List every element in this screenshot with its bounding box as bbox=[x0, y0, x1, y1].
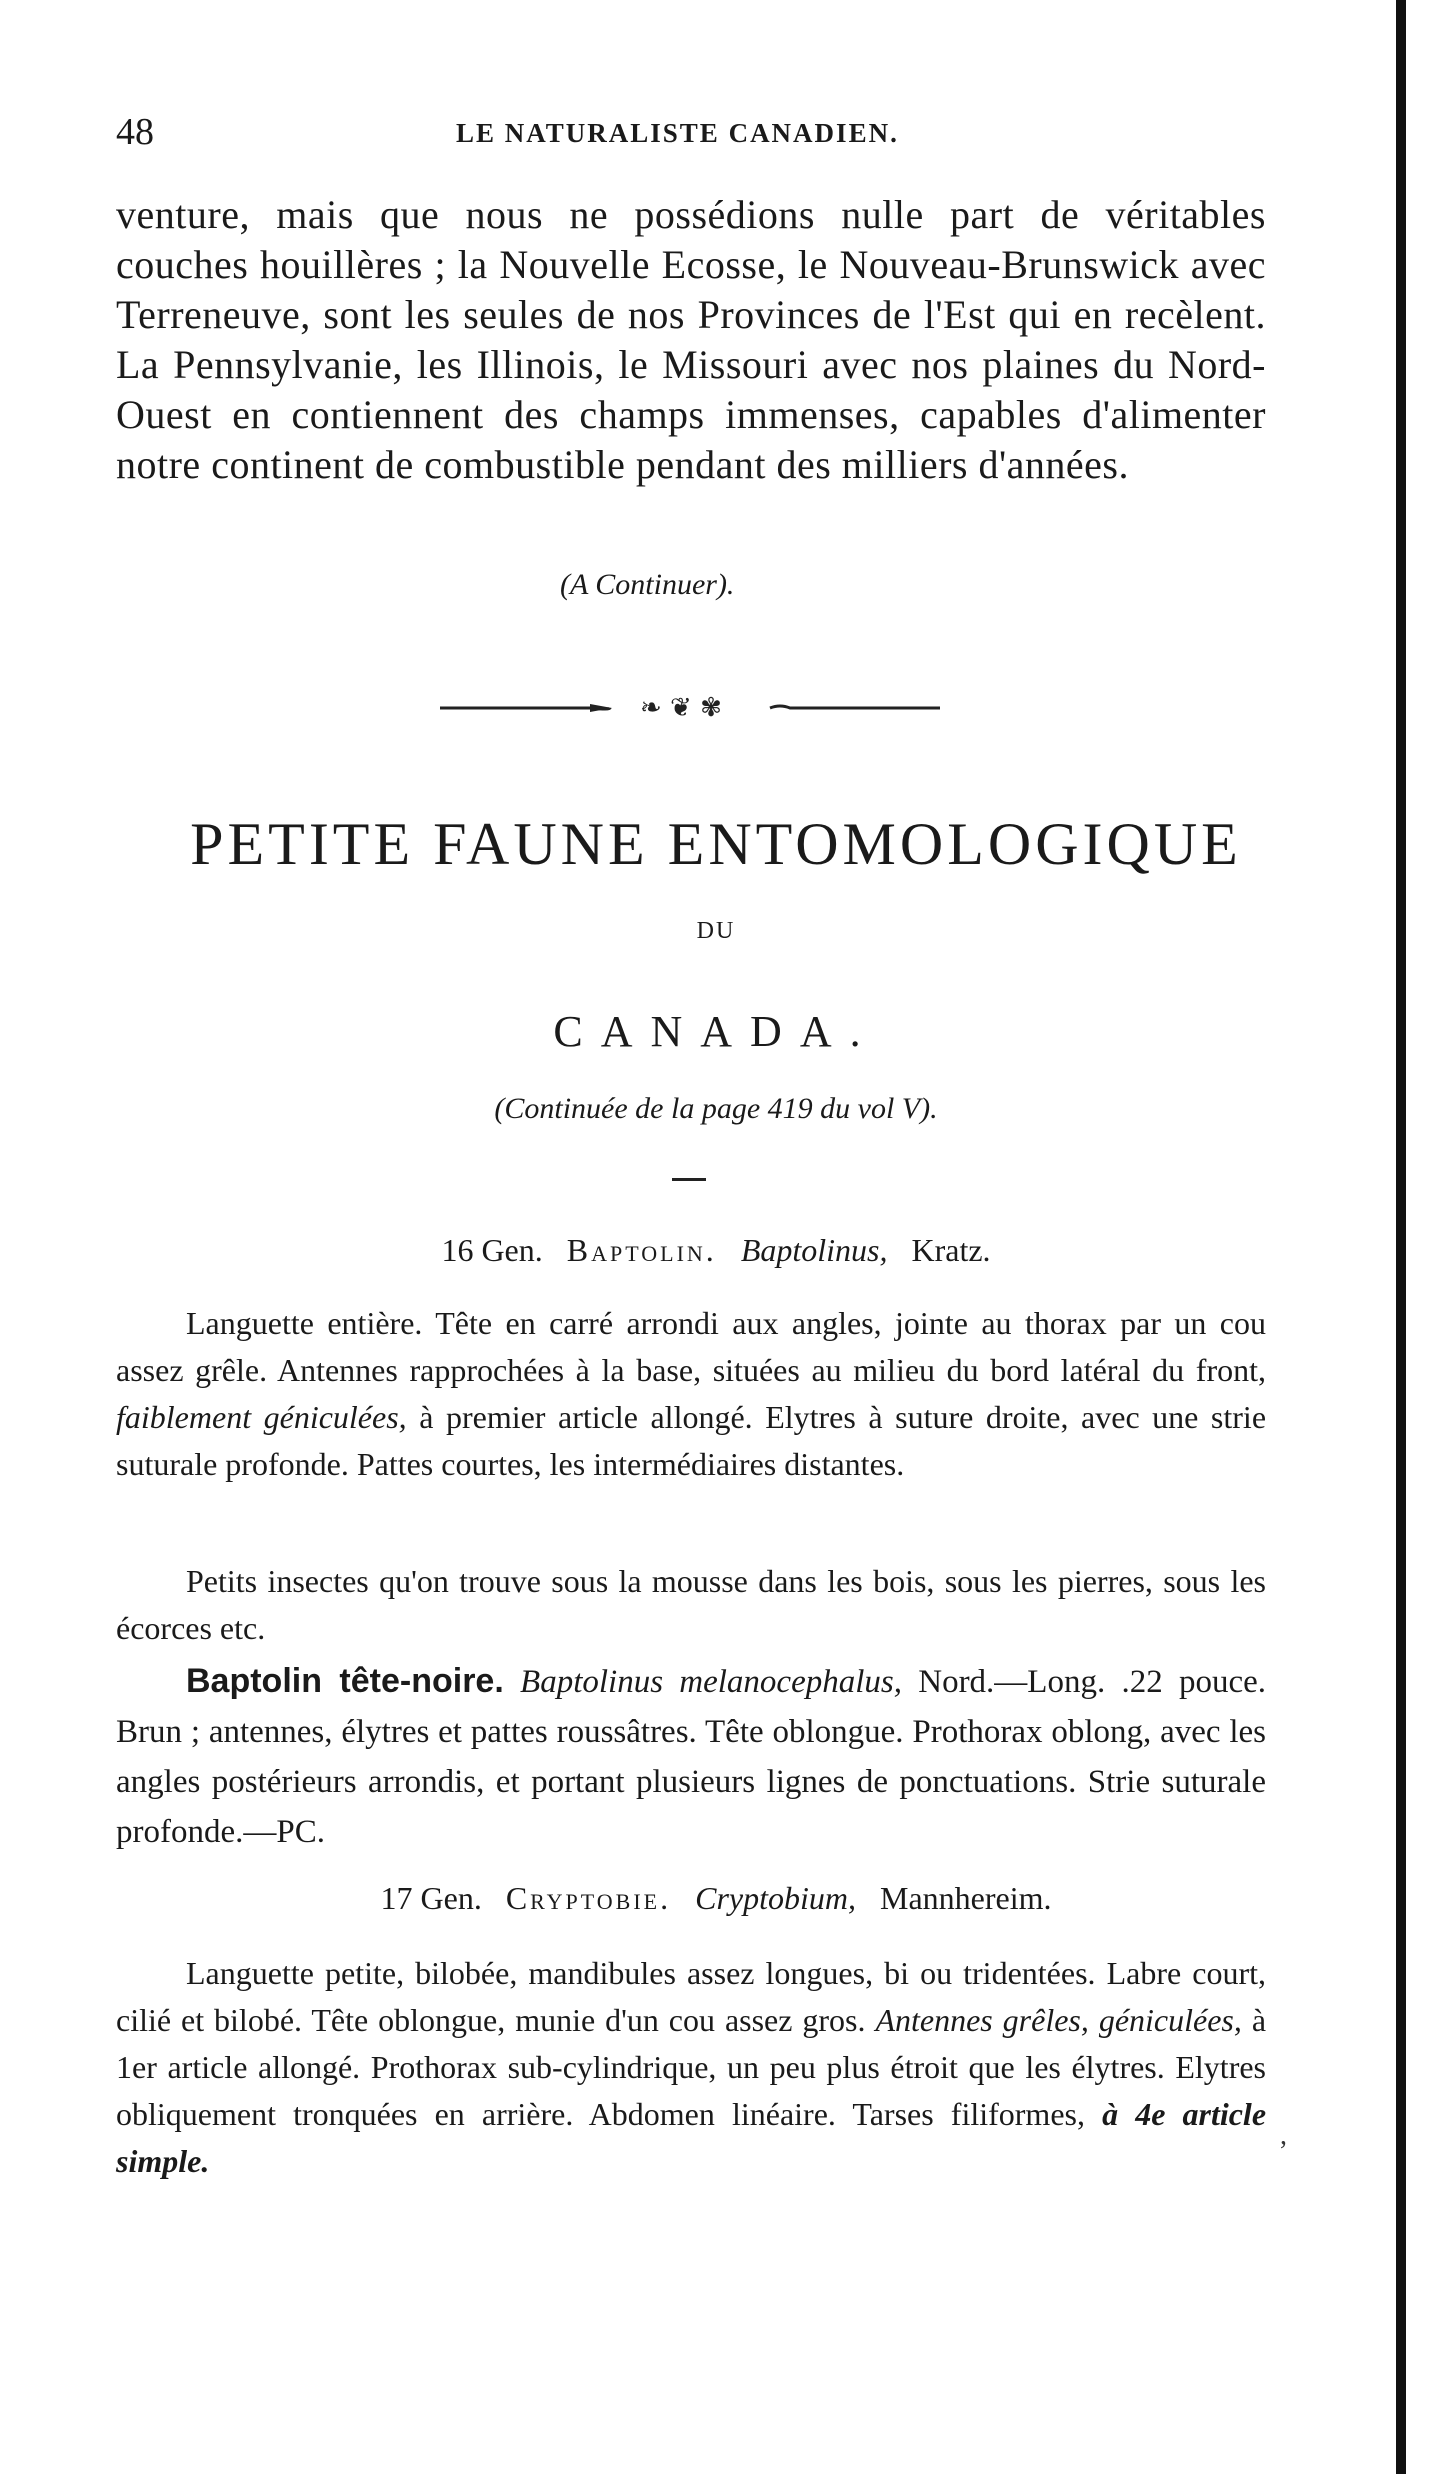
genus-17-heading bbox=[0, 1880, 1432, 1917]
paragraph-3 bbox=[116, 1558, 1266, 1652]
genus-author: Kratz. bbox=[911, 1232, 991, 1268]
continuer-note: (A Continuer). bbox=[560, 568, 735, 601]
genus-name-fr: Baptolin. bbox=[566, 1232, 717, 1268]
genus-author: Mannhereim. bbox=[880, 1880, 1052, 1916]
genus-name-lat: Baptolinus, bbox=[740, 1232, 888, 1268]
genus-number: 17 Gen. bbox=[380, 1880, 482, 1916]
svg-text:❧ ❦ ✾: ❧ ❦ ✾ bbox=[640, 693, 722, 723]
short-rule bbox=[672, 1178, 706, 1181]
genus-name-fr: Cryptobie. bbox=[505, 1880, 672, 1916]
ornamental-divider bbox=[440, 688, 940, 728]
continuation-note: (Continuée de la page 419 du vol V). bbox=[494, 1092, 938, 1125]
paragraph-5-bold-italic: à 4e article simple. bbox=[116, 2096, 1267, 2179]
title-du: DU bbox=[696, 918, 736, 944]
species-entry bbox=[116, 1656, 1266, 1857]
paragraph-5-text-a: Languette petite, bilobée, mandibules assez longues, bi ou tridentées. Labre court, cilié et bilobé. Tête oblongue, munie d'un cou assez gros. bbox=[116, 1955, 1266, 2038]
paragraph-2 bbox=[116, 1300, 1266, 1488]
genus-name-lat: Cryptobium, bbox=[695, 1880, 856, 1916]
paragraph-2-italic: faiblement géniculées, bbox=[116, 1399, 407, 1435]
paragraph-3-text: Petits insectes qu'on trouve sous la mousse dans les bois, sous les pierres, sous les écorces etc. bbox=[116, 1563, 1266, 1646]
paragraph-2-text: Languette entière. Tête en carré arrondi aux angles, jointe au thorax par un cou assez grêle. Antennes rapprochées à la base, situées au milieu du bord latéral du front, bbox=[116, 1305, 1266, 1388]
paragraph-5-text-b: à 1er article allongé. Prothorax sub-cylindrique, un peu plus étroit que les élytres. Elytres obliquement tronquées en arrière. Abdomen linéaire. Tarses filiformes, bbox=[116, 2002, 1267, 2132]
genus-number: 16 Gen. bbox=[441, 1232, 543, 1268]
margin-mark: , bbox=[1280, 2120, 1287, 2151]
page-number: 48 bbox=[116, 111, 154, 153]
article-title: PETITE FAUNE ENTOMOLOGIQUE bbox=[190, 811, 1242, 877]
species-name: Baptolin tête-noire. bbox=[186, 1662, 504, 1700]
genus-16-heading bbox=[0, 1232, 1432, 1269]
title-canada: CANADA. bbox=[553, 1007, 879, 1056]
page-header bbox=[116, 110, 1256, 170]
species-text: Nord.—Long. .22 pouce. Brun ; antennes, élytres et pattes roussâtres. Tête oblongue. Prothorax oblong, avec les angles postérieurs arrondis, et portant plusieurs lignes de ponctuations. Strie suturale profonde.—PC. bbox=[116, 1664, 1266, 1850]
paragraph-5-italic: Antennes grêles, géniculées, bbox=[875, 2002, 1242, 2038]
species-latin: Baptolinus melanocephalus, bbox=[520, 1664, 902, 1700]
paragraph-2-end: à premier article allongé. Elytres à suture droite, avec une strie suturale profonde. Pattes courtes, les intermédiaires distantes. bbox=[116, 1399, 1267, 1482]
paragraph-5 bbox=[116, 1950, 1266, 2185]
running-head: LE NATURALISTE CANADIEN. bbox=[456, 118, 899, 148]
paragraph-1: venture, mais que nous ne possédions nulle part de véritables couches houillères ; la Nouvelle Ecosse, le Nouveau-Brunswick avec Terreneuve, sont les seules de nos Provinces de l'Est qui en recèlent. La Pennsylvanie, les Illinois, le Missouri avec nos plaines du Nord-Ouest en contiennent des champs immenses, capables d'alimenter notre continent de combustible pendant des milliers d'années. bbox=[116, 192, 1266, 487]
